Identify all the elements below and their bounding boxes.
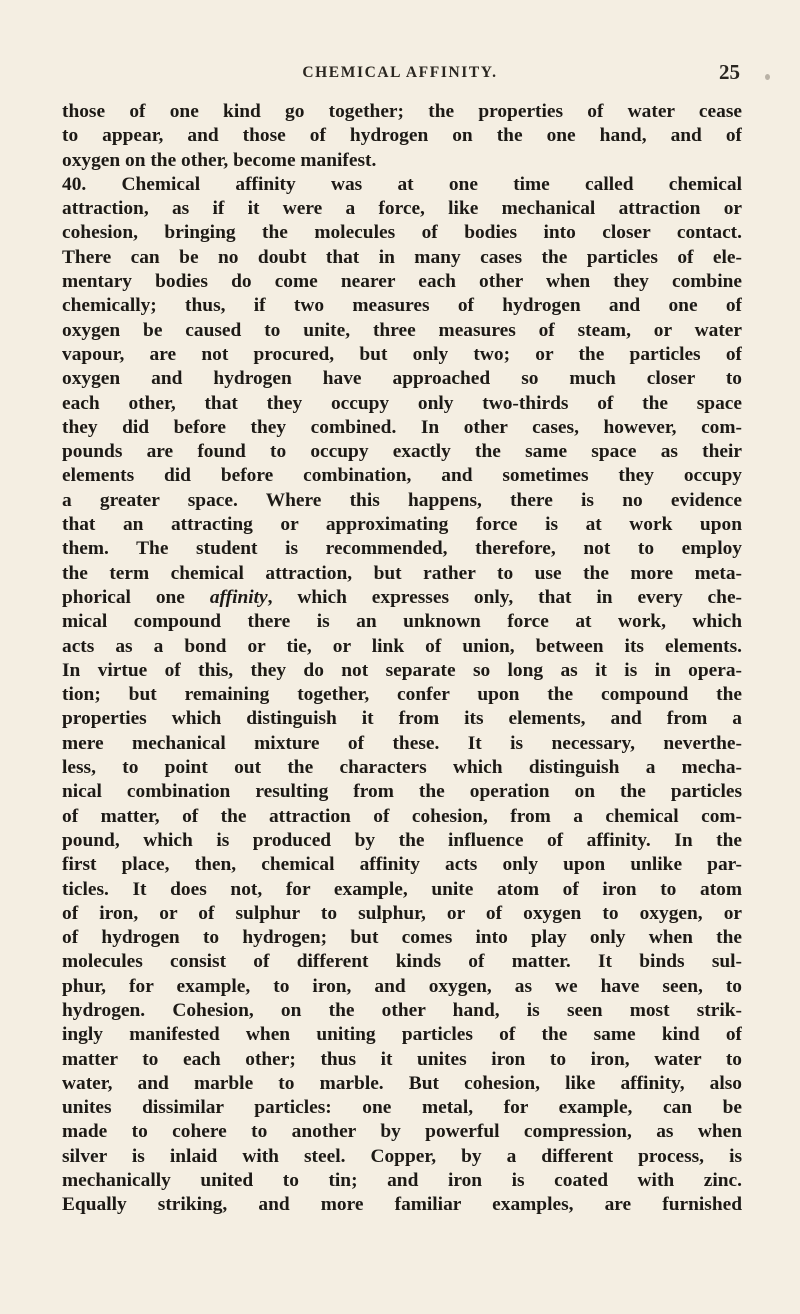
text-line: they did before they combined. In other cases, however, com- <box>62 416 742 438</box>
text-line: matter to each other; thus it unites iron to iron, water to <box>62 1048 742 1070</box>
text-line: silver is inlaid with steel. Copper, by a different process, is <box>62 1145 742 1167</box>
text-line: pound, which is produced by the influence of affinity. In the <box>62 829 742 851</box>
text-line: molecules consist of different kinds of matter. It binds sul- <box>62 951 742 973</box>
page-number: 25 <box>719 60 740 84</box>
text-segment: , which expresses only, that in every che- <box>267 586 742 608</box>
text-line: mechanically united to tin; and iron is coated with zinc. <box>62 1170 742 1192</box>
text-line: first place, then, chemical affinity acts only upon unlike par- <box>62 854 742 876</box>
text-line: a greater space. Where this happens, there is no evidence <box>62 489 742 511</box>
text-line: mentary bodies do come nearer each other when they combine <box>62 271 742 293</box>
affinity-italic: affinity <box>209 586 268 608</box>
text-line: of iron, or of sulphur to sulphur, or of oxygen to oxygen, or <box>62 902 742 924</box>
text-line: phur, for example, to iron, and oxygen, as we have seen, to <box>62 975 742 997</box>
text-line: them. The student is recommended, therefore, not to employ <box>62 538 742 560</box>
text-line: ingly manifested when uniting particles of the same kind of <box>62 1024 742 1046</box>
text-line: Equally striking, and more familiar examples, are furnished <box>62 1194 742 1216</box>
text-line: oxygen be caused to unite, three measures of steam, or water <box>62 319 742 341</box>
text-line: attraction, as if it were a force, like mechanical attraction or <box>62 198 742 220</box>
text-line: nical combination resulting from the operation on the particles <box>62 781 742 803</box>
text-line: of matter, of the attraction of cohesion, from a chemical com- <box>62 805 742 827</box>
text-line: unites dissimilar particles: one metal, for example, can be <box>62 1097 742 1119</box>
text-line: mere mechanical mixture of these. It is necessary, neverthe- <box>62 732 742 754</box>
text-line: cohesion, bringing the molecules of bodies into closer contact. <box>62 222 742 244</box>
text-segment: phorical one <box>62 586 210 608</box>
text-line: mical compound there is an unknown force at work, which <box>62 611 742 633</box>
text-line: In virtue of this, they do not separate so long as it is in opera- <box>62 659 742 681</box>
text-line: that an attracting or approximating force is at work upon <box>62 514 742 536</box>
text-line: vapour, are not procured, but only two; or the particles of <box>62 343 742 365</box>
text-line: ticles. It does not, for example, unite atom of iron to atom <box>62 878 742 900</box>
running-head: CHEMICAL AFFINITY. <box>302 64 498 81</box>
body-text <box>62 100 742 1218</box>
text-line: acts as a bond or tie, or link of union, between its elements. <box>62 635 742 657</box>
paragraph-40-start: 40. Chemical affinity was at one time called chemical <box>62 173 742 195</box>
page-header <box>0 60 800 90</box>
text-line: chemically; thus, if two measures of hydrogen and one of <box>62 295 742 317</box>
text-line: water, and marble to marble. But cohesion, like affinity, also <box>62 1072 742 1094</box>
text-line: of hydrogen to hydrogen; but comes into play only when the <box>62 927 742 949</box>
text-line: oxygen on the other, become manifest. <box>62 149 377 171</box>
text-line: hydrogen. Cohesion, on the other hand, is seen most strik- <box>62 999 742 1021</box>
text-line: There can be no doubt that in many cases the particles of ele- <box>62 246 742 268</box>
text-line: those of one kind go together; the properties of water cease <box>62 101 742 122</box>
paper-speck <box>765 74 770 80</box>
text-line: made to cohere to another by powerful compression, as when <box>62 1121 742 1143</box>
text-line: to appear, and those of hydrogen on the one hand, and of <box>62 125 742 147</box>
text-line: less, to point out the characters which distinguish a mecha- <box>62 757 742 779</box>
text-line: each other, that they occupy only two-thirds of the space <box>62 392 742 414</box>
text-line: tion; but remaining together, confer upon the compound the <box>62 684 742 706</box>
text-line: elements did before combination, and sometimes they occupy <box>62 465 742 487</box>
text-line: the term chemical attraction, but rather to use the more meta- <box>62 562 742 584</box>
text-line-affinity <box>62 586 742 610</box>
text-line: oxygen and hydrogen have approached so much closer to <box>62 368 742 390</box>
text-line: pounds are found to occupy exactly the same space as their <box>62 441 742 463</box>
text-line: properties which distinguish it from its elements, and from a <box>62 708 742 730</box>
